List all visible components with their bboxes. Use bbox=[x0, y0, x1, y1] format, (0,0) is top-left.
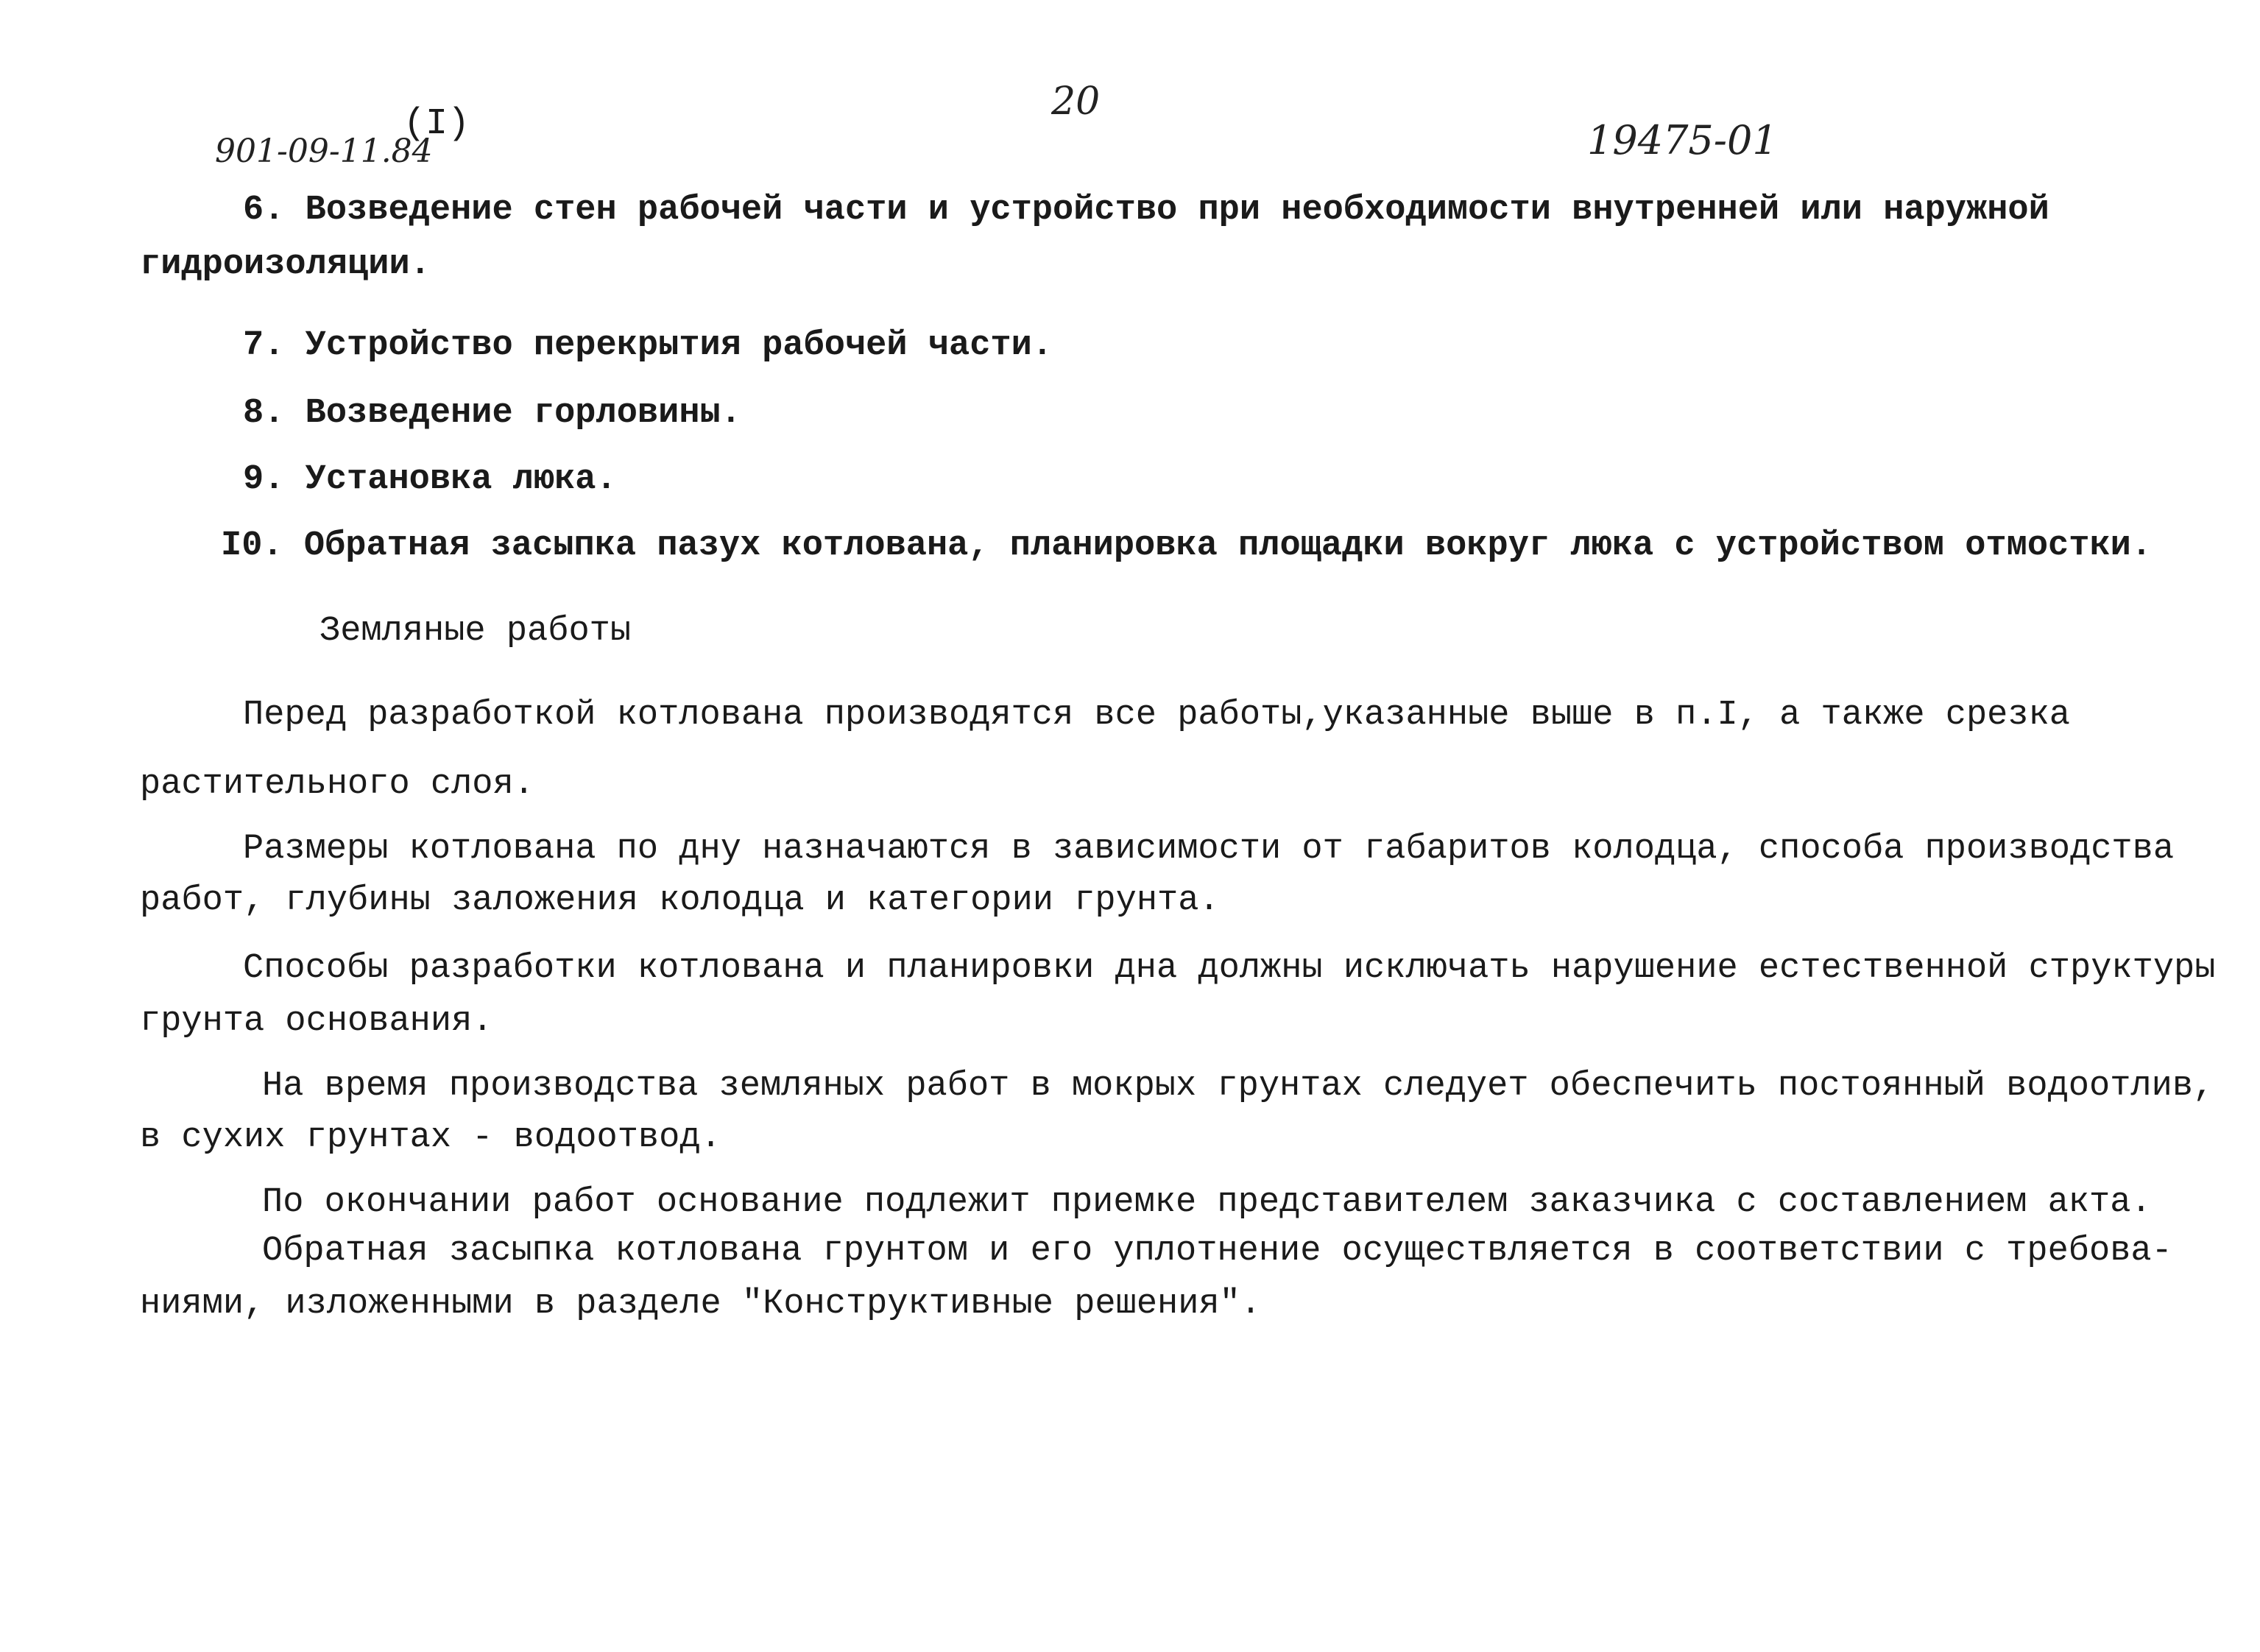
step-text: Устройство перекрытия рабочей части. bbox=[305, 326, 1053, 365]
step-text: Возведение стен рабочей части и устройство при необходимости внутренней или наружной bbox=[305, 191, 2049, 230]
inventory-number-handwritten: 19475-01 bbox=[1587, 117, 1778, 163]
page-number: 20 bbox=[1051, 80, 1101, 124]
step-text: Возведение горловины. bbox=[305, 394, 741, 433]
paragraph-4-line-1: На время производства земляных работ в мокрых грунтах следует обеспечить постоянный водоотлив, bbox=[262, 1067, 2214, 1106]
paragraph-1-line-2: растительного слоя. bbox=[140, 765, 534, 804]
step-number: 8. bbox=[243, 394, 285, 433]
step-number: 7. bbox=[243, 326, 285, 365]
step-number: 6. bbox=[243, 191, 285, 230]
step-7 bbox=[243, 328, 1053, 363]
paragraph-6-line-2: ниями, изложенными в разделе "Конструктивные решения". bbox=[140, 1285, 1262, 1324]
step-text: Обратная засыпка пазух котлована, планировка площадки вокруг люка с устройством отмостки. bbox=[303, 526, 2153, 565]
step-10 bbox=[221, 526, 2153, 565]
paragraph-2-line-2: работ, глубины заложения колодца и категории грунта. bbox=[140, 881, 1220, 920]
step-6 bbox=[243, 191, 2049, 230]
step-6-continuation: гидроизоляции. bbox=[140, 245, 431, 284]
paragraph-2-line-1: Размеры котлована по дну назначаются в зависимости от габаритов колодца, способа производства bbox=[243, 830, 2175, 869]
step-number: I0. bbox=[221, 526, 283, 565]
doc-code-handwritten: 901-09-11.84 bbox=[215, 133, 433, 170]
paragraph-5-line-1: По окончании работ основание подлежит приемке представителем заказчика с составлением акта. bbox=[262, 1183, 2152, 1222]
paragraph-4-line-2: в сухих грунтах - водоотвод. bbox=[140, 1118, 721, 1157]
paragraph-1-line-1: Перед разработкой котлована производятся все работы,указанные выше в п.I, а также срезка bbox=[243, 696, 2071, 735]
step-text: Установка люка. bbox=[305, 460, 617, 499]
sheet-mark: (I) bbox=[403, 103, 470, 145]
step-8 bbox=[243, 396, 741, 431]
section-title: Земляные работы bbox=[319, 612, 632, 651]
paragraph-6-line-1: Обратная засыпка котлована грунтом и его уплотнение осуществляется в соответствии с требова- bbox=[262, 1232, 2172, 1271]
paragraph-3-line-2: грунта основания. bbox=[140, 1002, 493, 1041]
step-number: 9. bbox=[243, 460, 285, 499]
step-9 bbox=[243, 462, 617, 497]
paragraph-3-line-1: Способы разработки котлована и планировки дна должны исключать нарушение естественной структуры bbox=[243, 949, 2216, 988]
